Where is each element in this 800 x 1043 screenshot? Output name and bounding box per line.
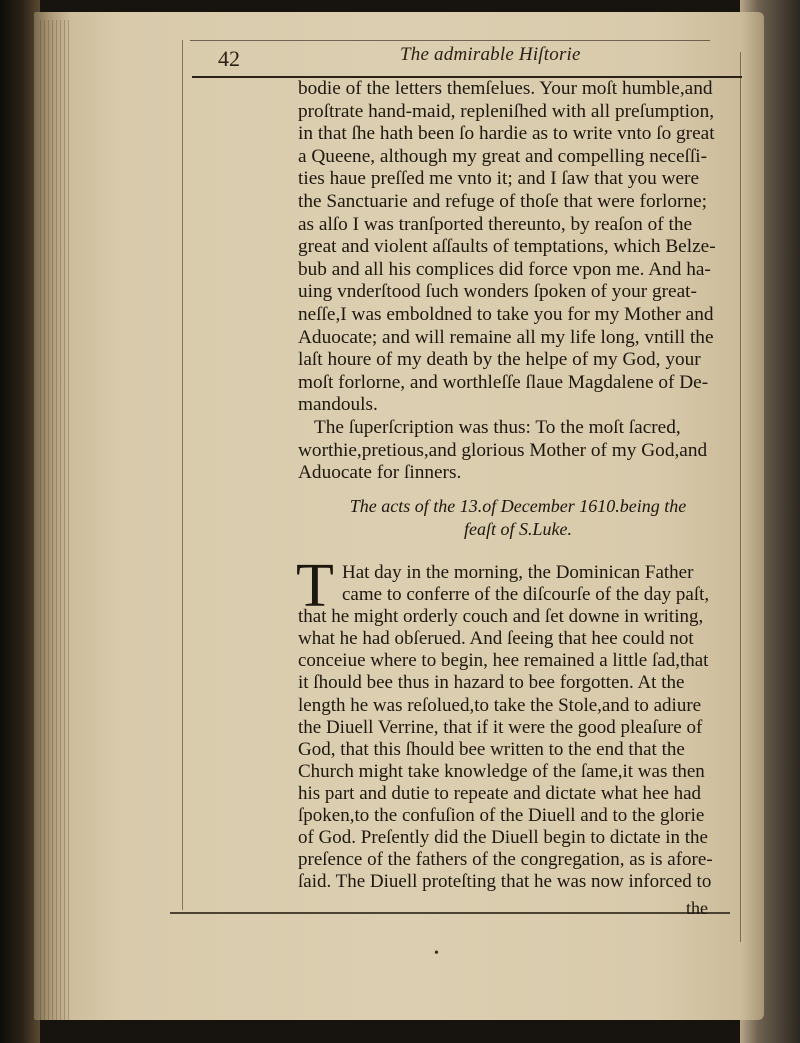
text-line: The ſuperſcription was thus: To the moſt ſacred, — [314, 416, 681, 438]
text-line: Church might take knowledge of the ſame,it was then — [298, 760, 705, 782]
text-line: of God. Preſently did the Diuell begin to dictate in the — [298, 827, 708, 849]
footer-rule — [170, 912, 730, 914]
text-line: worthie,pretious,and glorious Mother of my God,and — [298, 439, 708, 461]
right-margin-rule — [740, 52, 741, 942]
text-line: in that ſhe hath been ſo hardie as to write vnto ſo great — [298, 123, 715, 145]
text-line: what he had obſerued. And ſeeing that hee could not — [298, 628, 694, 650]
text-line: bub and all his complices did force vpon me. And ha- — [298, 258, 711, 280]
heading-line: The acts of the 13.of December 1610.being the — [349, 496, 687, 516]
text-line: as alſo I was tranſported thereunto, by reaſon of the — [298, 213, 693, 235]
text-line: God, that this ſhould bee written to the end that the — [298, 738, 685, 760]
text-line: that he might orderly couch and ſet downe in writing, — [298, 606, 704, 628]
header-rule-left — [190, 40, 710, 41]
text-line: proſtrate hand-maid, repleniſhed with all preſumption, — [298, 100, 715, 122]
text-line: the Sanctuarie and refuge of thoſe that were forlorne; — [298, 190, 708, 212]
text-line: length he was reſolued,to take the Stole,and to adiure — [298, 694, 702, 716]
footer-mark: • — [434, 946, 439, 961]
catchword: the — [686, 898, 708, 918]
text-line: mandouls. — [298, 394, 378, 416]
text-line: neſſe,I was emboldned to take you for my Mother and — [298, 303, 714, 325]
page-gutter — [40, 20, 70, 1020]
text-line: ſpoken,to the confuſion of the Diuell and to the glorie — [298, 805, 705, 827]
text-line: moſt forlorne, and worthleſſe ſlaue Magdalene of De- — [298, 371, 709, 393]
heading-line: feaſt of S.Luke. — [464, 519, 572, 539]
text-line: a Queene, although my great and compelling neceſſi- — [298, 145, 708, 167]
text-line: preſence of the fathers of the congregation, as is afore- — [298, 849, 713, 871]
text-line: ties haue preſſed me vnto it; and I ſaw that you were — [298, 168, 700, 190]
text-line: laſt houre of my death by the helpe of my God, your — [298, 349, 701, 371]
text-line: great and violent aſſaults of temptations, which Belze- — [298, 236, 716, 258]
page-number: 42 — [218, 46, 240, 71]
text-line: Aduocate; and will remaine all my life long, vntill the — [298, 326, 714, 348]
text-line: uing vnderſtood ſuch wonders ſpoken of your great- — [298, 281, 697, 303]
text-line: came to conferre of the diſcourſe of the day paſt, — [342, 584, 710, 606]
letter-body — [298, 78, 738, 485]
text-line: Aduocate for ſinners. — [298, 462, 462, 484]
text-line: his part and dutie to repeate and dictate what hee had — [298, 782, 702, 804]
text-line: ſaid. The Diuell proteſting that he was now inforced to — [298, 871, 712, 893]
drop-cap: T — [296, 552, 334, 620]
section-heading — [298, 495, 738, 541]
running-title: The admirable Hiſtorie — [400, 44, 581, 65]
text-line: bodie of the letters themſelues. Your moſt humble,and — [298, 78, 713, 99]
text-line: Hat day in the morning, the Dominican Father — [342, 562, 694, 583]
left-margin-rule — [182, 40, 183, 910]
text-line: conceiue where to begin, hee remained a little ſad,that — [298, 650, 709, 672]
section-body — [298, 562, 738, 893]
text-line: it ſhould bee thus in hazard to bee forgotten. At the — [298, 672, 685, 694]
text-line: the Diuell Verrine, that if it were the good pleaſure of — [298, 716, 703, 738]
